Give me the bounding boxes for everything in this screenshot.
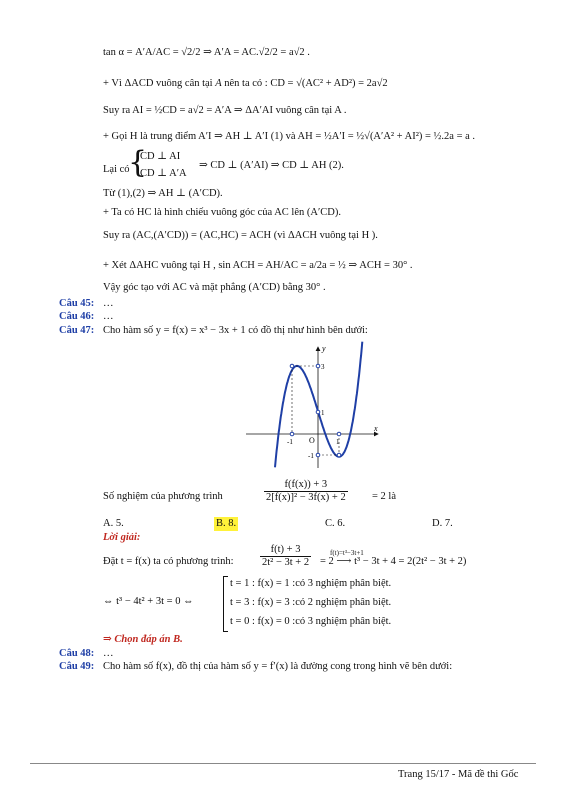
equation-numerator: f(f(x)) + 3: [264, 479, 348, 492]
solution-line-1: tan α = A′A/AC = √2/2 ⇒ A′A = AC.√2/2 = a√2 .: [103, 47, 310, 58]
tick-y-3: 3: [321, 363, 325, 371]
tick-y-minus-1: -1: [308, 452, 314, 460]
step1-lead: Đặt t = f(x) ta có phương trình:: [103, 556, 234, 567]
solution-line-10: Vậy góc tạo với AC và mặt phẳng (A′CD) bằng 30° .: [103, 282, 326, 293]
tick-x-minus-1: -1: [287, 438, 293, 446]
answer-line: ⇒ Chọn đáp án B.: [103, 634, 183, 645]
solution-line-5-conclusion: ⇒ CD ⊥ (A′AI) ⇒ CD ⊥ AH (2).: [199, 160, 344, 171]
x-axis-label: x: [374, 424, 378, 433]
option-b[interactable]: B. 8.: [216, 518, 237, 529]
option-c[interactable]: C. 6.: [325, 518, 346, 529]
point-max: [290, 364, 294, 368]
solution-line-8: Suy ra (AC,(A′CD)) = (AC,HC) = ACH (vì ΔACH vuông tại H ).: [103, 230, 378, 241]
equation-tail: = 2 là: [372, 491, 396, 502]
system-line-1: CD ⊥ AI: [140, 151, 181, 162]
equation-fraction: [262, 479, 350, 504]
cubic-graph: [242, 341, 382, 471]
point-x-minus-1: [290, 432, 294, 436]
curve-path: [275, 342, 362, 468]
system-brace: {: [128, 145, 148, 180]
step1-fraction: [258, 544, 313, 569]
option-d[interactable]: D. 7.: [432, 518, 453, 529]
solution-line-2-a: + Vì ΔACD vuông cân tại: [103, 78, 213, 89]
q46-label: Câu 46:: [59, 311, 95, 322]
point-y-3: [316, 364, 320, 368]
origin-label: O: [309, 436, 315, 445]
case-1: t = 1 : f(x) = 1 :có 3 nghiệm phân biệt.: [230, 578, 392, 589]
tick-x-1: 1: [336, 438, 340, 446]
q47-label: Câu 47:: [59, 325, 95, 336]
solution-line-2-b: A: [215, 78, 222, 89]
point-y-1: [316, 410, 320, 414]
point-x-1: [337, 432, 341, 436]
step1-numerator: f(t) + 3: [260, 544, 311, 557]
solution-line-5-lead: Lại có: [103, 164, 130, 175]
y-axis-label: y: [322, 344, 326, 353]
solution-line-3: Suy ra AI = ½CD = a√2 = A′A ⇒ ΔA′AI vuông cân tại A .: [103, 105, 347, 116]
tick-y-1: 1: [321, 409, 325, 417]
step1-arrow-label: f(t)=t³−3t+1: [330, 549, 364, 557]
option-a[interactable]: A. 5.: [103, 518, 124, 529]
solution-line-9: + Xét ΔAHC vuông tại H , sin ACH = AH/AC = a/2a = ½ ⇒ ACH = 30° .: [103, 260, 413, 271]
q48-label: Câu 48:: [59, 648, 95, 659]
page-footer: Trang 15/17 - Mã đề thi Gốc: [398, 769, 519, 780]
q46-text: …: [103, 311, 114, 322]
footer-rule: [30, 763, 536, 764]
q45-label: Câu 45:: [59, 298, 95, 309]
case-2: t = 3 : f(x) = 3 :có 2 nghiệm phân biệt.: [230, 597, 392, 608]
equation-frac: [264, 479, 348, 504]
q49-label: Câu 49:: [59, 661, 95, 672]
q48-text: …: [103, 648, 114, 659]
q45-text: …: [103, 298, 114, 309]
solution-line-2: [103, 77, 388, 91]
loigiai-heading: Lời giải:: [103, 532, 141, 543]
step1-tail: = 2 ⟶ t³ − 3t + 4 = 2(2t² − 3t + 2): [320, 556, 467, 567]
q47-stem: Cho hàm số y = f(x) = x³ − 3x + 1 có đồ thị như hình bên dưới:: [103, 325, 368, 336]
solution-line-2-c: nên ta có : CD = √(AC² + AD²) = 2a√2: [224, 78, 388, 89]
equation-lead: Số nghiệm của phương trình: [103, 491, 223, 502]
equation-denominator: 2[f(x)]² − 3f(x) + 2: [266, 492, 346, 503]
step2-lead: ⇔ t³ − 4t² + 3t = 0 ⇔: [103, 596, 194, 607]
solution-line-7: + Ta có HC là hình chiếu vuông góc của AC lên (A′CD).: [103, 207, 341, 218]
cases-bracket: [223, 576, 228, 632]
solution-line-4: + Gọi H là trung điểm A′I ⇒ AH ⊥ A′I (1) và AH = ½A′I = ½√(A′A² + AI²) = ½.2a = a .: [103, 131, 476, 142]
point-min: [337, 453, 341, 457]
point-y-minus-1: [316, 453, 320, 457]
step1-denominator: 2t² − 3t + 2: [262, 557, 310, 568]
solution-line-6: Từ (1),(2) ⇒ AH ⊥ (A′CD).: [103, 188, 223, 199]
step1-frac: [260, 544, 311, 569]
q49-text: Cho hàm số f(x), đồ thị của hàm số y = f′(x) là đường cong trong hình vẽ bên dưới:: [103, 661, 453, 672]
system-line-2: CD ⊥ A′A: [140, 168, 187, 179]
case-3: t = 0 : f(x) = 0 :có 3 nghiệm phân biệt.: [230, 616, 392, 627]
